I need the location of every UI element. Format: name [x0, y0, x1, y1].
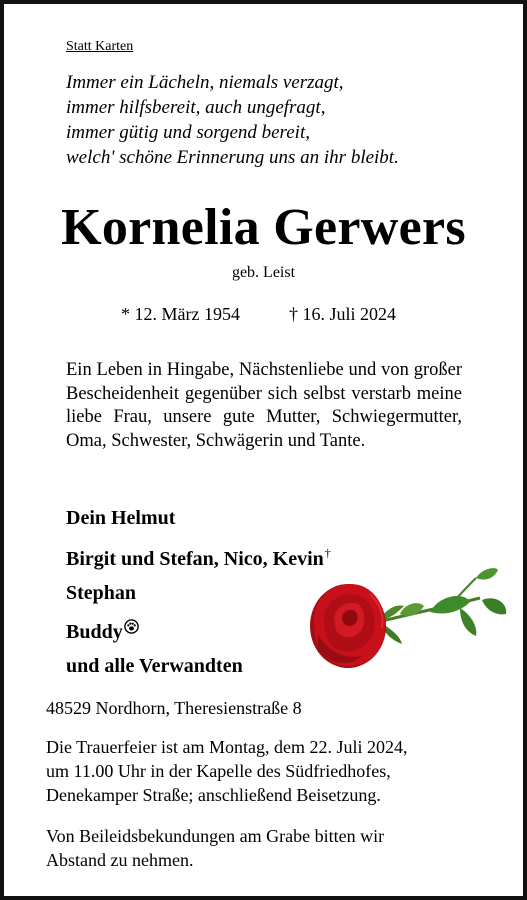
poem-line: welch' schöne Erinnerung uns an ihr bleibt.: [66, 147, 399, 168]
statt-karten-label: Statt Karten: [66, 39, 134, 54]
request-line: Abstand zu nehmen.: [46, 850, 194, 870]
maiden-name: geb. Leist: [231, 264, 296, 281]
deceased-name: Kornelia Gerwers: [61, 199, 466, 256]
poem: [66, 70, 399, 170]
survivor-line: Buddy: [66, 611, 331, 650]
poem-line: Immer ein Lächeln, niemals verzagt,: [66, 72, 344, 93]
ceremony-line: Die Trauerfeier ist am Montag, dem 22. Juli 2024,: [46, 737, 408, 757]
obituary-text: Ein Leben in Hingabe, Nächstenliebe und von großer Bescheidenheit gegenüber sich selbst verstarb meine liebe Frau, unsere gute Mutter, Schwiegermutter, Oma, Schwester, Schwägerin und Tante.: [66, 360, 462, 451]
rose-image: [300, 564, 513, 694]
ceremony-info: [46, 735, 407, 807]
request-line: Von Beileidsbekundungen am Grabe bitten wir: [46, 826, 385, 846]
poem-line: immer gütig und sorgend bereit,: [66, 122, 310, 143]
survivor-line: Dein Helmut: [66, 507, 176, 529]
birth-date: * 12. März 1954: [121, 304, 240, 324]
survivor-line: und alle Verwandten: [66, 655, 243, 677]
poem-line: immer hilfsbereit, auch ungefragt,: [66, 97, 326, 118]
death-date: † 16. Juli 2024: [289, 304, 397, 324]
survivor-line: Stephan: [66, 582, 137, 604]
dagger-mark: †: [324, 545, 331, 560]
survivors-list: [66, 501, 331, 684]
address: 48529 Nordhorn, Theresienstraße 8: [46, 698, 302, 718]
ceremony-line: um 11.00 Uhr in der Kapelle des Südfriedhofes,: [46, 761, 391, 781]
paw-print-icon: [124, 611, 139, 646]
ceremony-line: Denekamper Straße; anschließend Beisetzung.: [46, 785, 381, 805]
survivor-line: Birgit und Stefan, Nico, Kevin†: [66, 545, 331, 570]
condolence-request: [46, 824, 384, 872]
